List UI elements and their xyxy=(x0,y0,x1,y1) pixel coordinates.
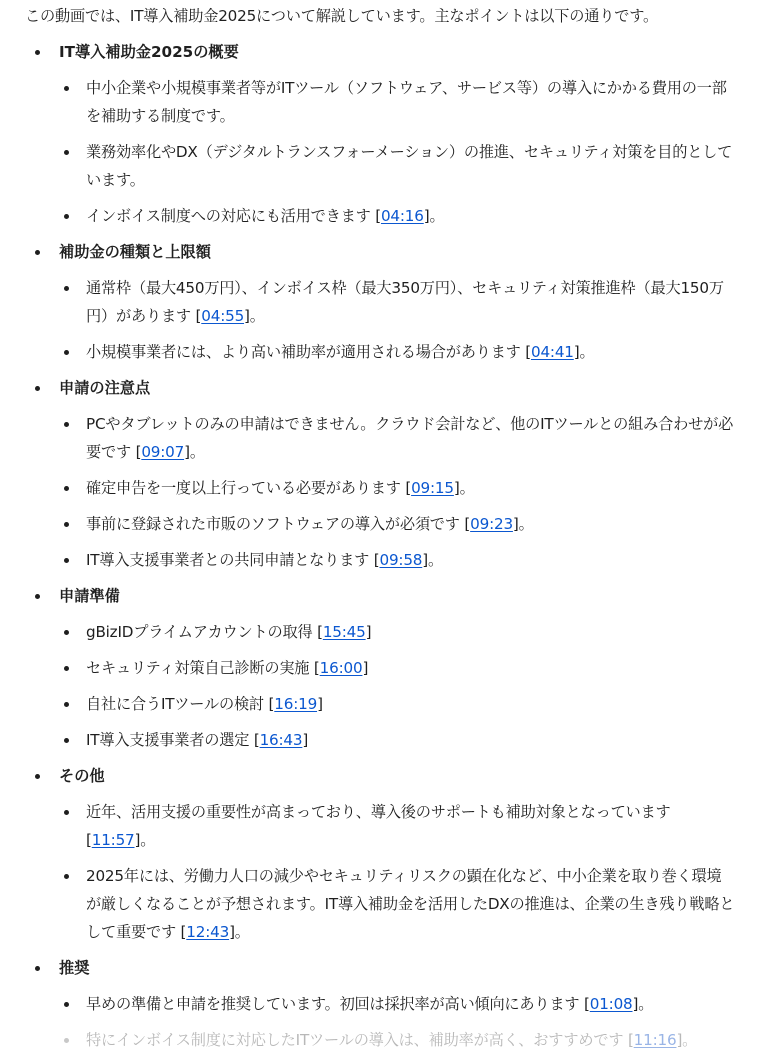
list-item: 小規模事業者には、より高い補助率が適用される場合があります [04:41]。 xyxy=(0,338,762,366)
timestamp-link[interactable]: 04:41 xyxy=(531,343,574,361)
list-item: 早めの準備と申請を推奨しています。初回は採択率が高い傾向にあります [01:08]。 xyxy=(0,990,762,1018)
list-item: gBizIDプライムアカウントの取得 [15:45] xyxy=(0,618,762,646)
timestamp-link[interactable]: 11:16 xyxy=(633,1031,677,1049)
list-item: 中小企業や小規模事業者等がITツール（ソフトウェア、サービス等）の導入にかかる費用の一部を補助する制度です。 xyxy=(0,74,762,130)
section-heading: その他 xyxy=(0,762,762,790)
timestamp-link[interactable]: 09:58 xyxy=(379,551,423,569)
list-item: セキュリティ対策自己診断の実施 [16:00] xyxy=(0,654,762,682)
section-heading: IT導入補助金2025の概要 xyxy=(0,38,762,66)
timestamp-link[interactable]: 16:19 xyxy=(274,695,318,713)
list-item: PCやタブレットのみの申請はできません。クラウド会計など、他のITツールとの組み合わせが必要です [09:07]。 xyxy=(0,410,762,466)
list-item: 確定申告を一度以上行っている必要があります [09:15]。 xyxy=(0,474,762,502)
list-item: 2025年には、労働力人口の減少やセキュリティリスクの顕在化など、中小企業を取り巻く環境が厳しくなることが予想されます。IT導入補助金を活用したDXの推進は、企業の生き残り戦略として重要です [12:43]。 xyxy=(0,862,762,946)
timestamp-link[interactable]: 09:23 xyxy=(470,515,513,533)
section-preparation xyxy=(0,582,762,754)
section-other xyxy=(0,762,762,946)
timestamp-link[interactable]: 15:45 xyxy=(322,623,366,641)
section-heading: 推奨 xyxy=(0,954,762,982)
timestamp-link[interactable]: 04:16 xyxy=(380,207,424,225)
list-item: IT導入支援事業者との共同申請となります [09:58]。 xyxy=(0,546,762,574)
timestamp-link[interactable]: 01:08 xyxy=(589,995,633,1013)
section-heading: 補助金の種類と上限額 xyxy=(0,238,762,266)
list-item: 業務効率化やDX（デジタルトランスフォーメーション）の推進、セキュリティ対策を目的としています。 xyxy=(0,138,762,194)
list-item: インボイス制度への対応にも活用できます [04:16]。 xyxy=(0,202,762,230)
timestamp-link[interactable]: 16:43 xyxy=(259,731,303,749)
list-item: 自社に合うITツールの検討 [16:19] xyxy=(0,690,762,718)
section-overview xyxy=(0,38,762,230)
list-item: IT導入支援事業者の選定 [16:43] xyxy=(0,726,762,754)
list-item: 特にインボイス制度に対応したITツールの導入は、補助率が高く、おすすめです [11:16]。 xyxy=(0,1026,762,1054)
list-item: 通常枠（最大450万円）、インボイス枠（最大350万円）、セキュリティ対策推進枠（最大150万円）があります [04:55]。 xyxy=(0,274,762,330)
timestamp-link[interactable]: 16:00 xyxy=(319,659,363,677)
timestamp-link[interactable]: 09:07 xyxy=(141,443,185,461)
section-heading: 申請の注意点 xyxy=(0,374,762,402)
timestamp-link[interactable]: 09:15 xyxy=(411,479,454,497)
section-recommendation xyxy=(0,954,762,1054)
list-item: 近年、活用支援の重要性が高まっており、導入後のサポートも補助対象となっています [11:57]。 xyxy=(0,798,762,854)
summary-intro: この動画では、IT導入補助金2025について解説しています。主なポイントは以下の通りです。 xyxy=(25,7,658,25)
section-cautions xyxy=(0,374,762,574)
section-types xyxy=(0,238,762,366)
timestamp-link[interactable]: 04:55 xyxy=(201,307,245,325)
section-heading: 申請準備 xyxy=(0,582,762,610)
timestamp-link[interactable]: 11:57 xyxy=(91,831,135,849)
list-item: 事前に登録された市販のソフトウェアの導入が必須です [09:23]。 xyxy=(0,510,762,538)
timestamp-link[interactable]: 12:43 xyxy=(186,923,230,941)
